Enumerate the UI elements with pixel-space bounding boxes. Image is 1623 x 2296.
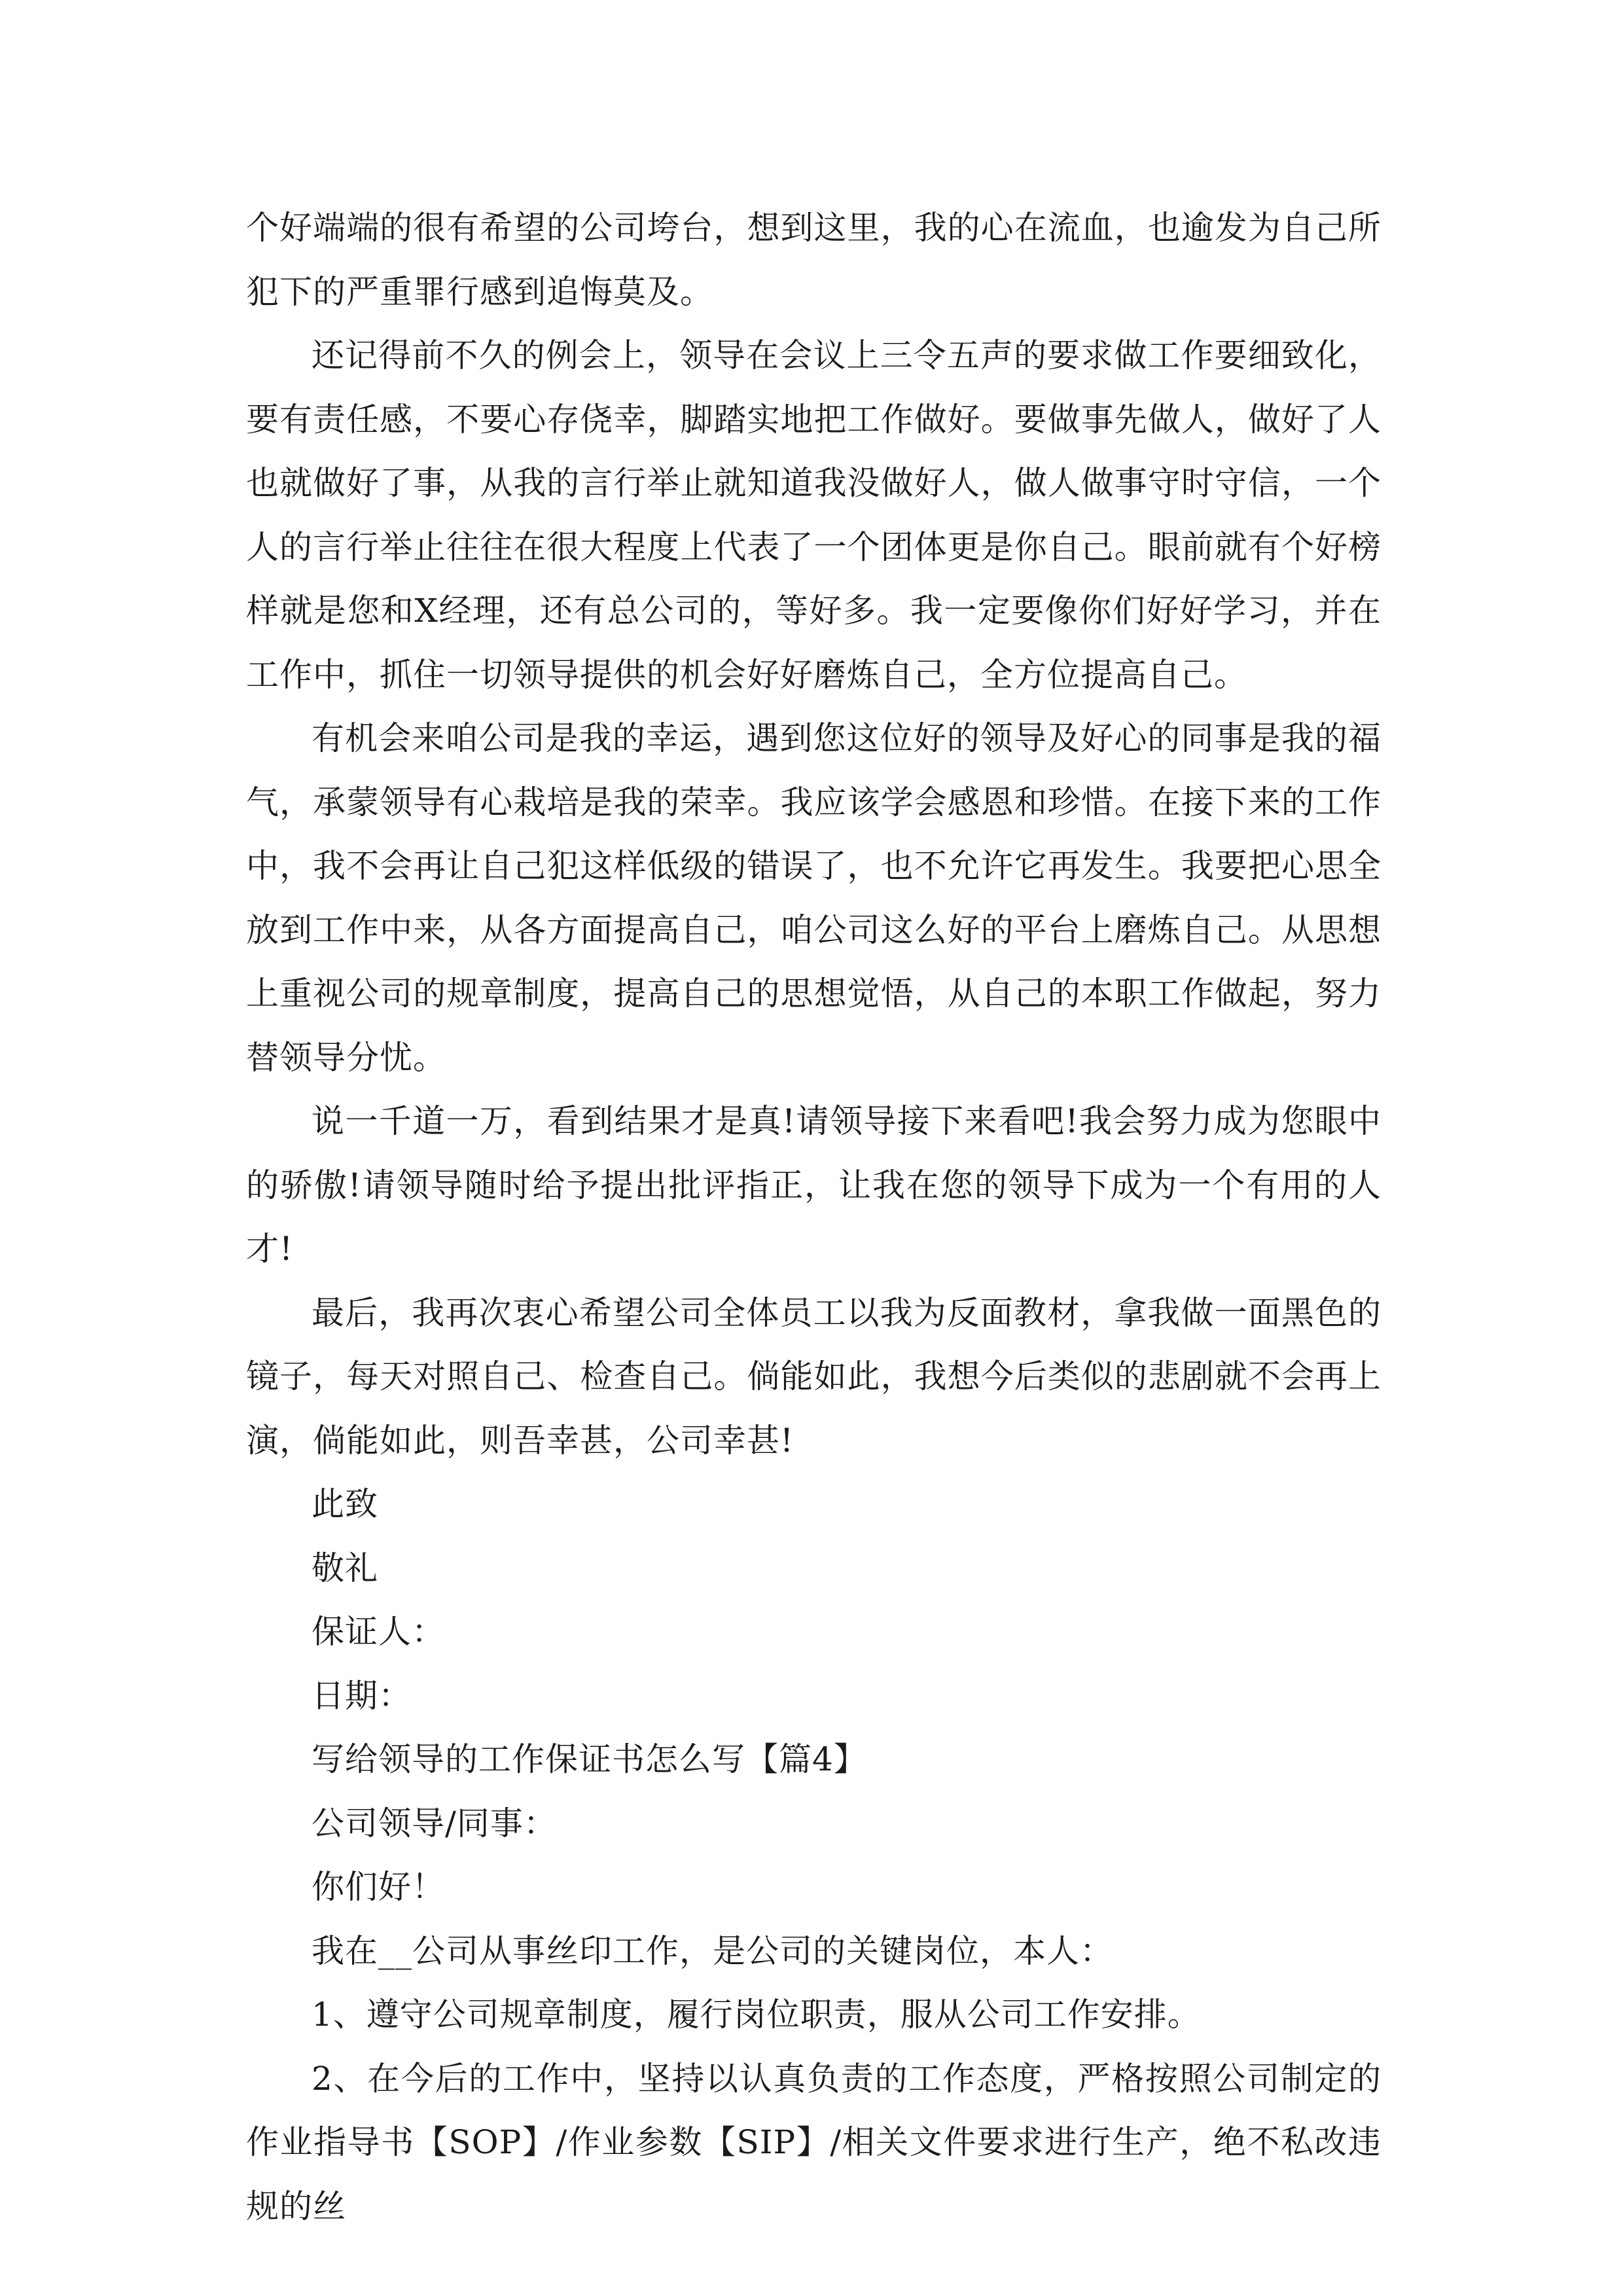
paragraph-meeting-reminder: 还记得前不久的例会上，领导在会议上三令五声的要求做工作要细致化，要有责任感，不要心存侥幸，脚踏实地把工作做好。要做事先做人，做好了人也就做好了事，从我的言行举止就知道我没做好人，做人做事守时守信，一个人的言行举止往往在很大程度上代表了一个团体更是你自己。眼前就有个好榜样就是您和X经理，还有总公司的，等好多。我一定要像你们好好学习，并在工作中，抓住一切领导提供的机会好好磨炼自己，全方位提高自己。: [246, 336, 1382, 694]
paragraph-commitment: 说一千道一万，看到结果才是真!请领导接下来看吧!我会努力成为您眼中的骄傲!请领导随时给予提出批评指正，让我在您的领导下成为一个有用的人才!: [246, 1102, 1382, 1268]
document-body: [246, 196, 1382, 2238]
guarantor-label: 保证人：: [312, 1613, 445, 1651]
intro-line: 我在__公司从事丝印工作，是公司的关键岗位，本人：: [312, 1931, 1113, 1970]
recipient-line: 公司领导/同事：: [312, 1804, 557, 1842]
closing-regards: 敬礼: [312, 1549, 378, 1587]
paragraph-continuation: 个好端端的很有希望的公司垮台，想到这里，我的心在流血，也逾发为自己所犯下的严重罪行感到追悔莫及。: [246, 209, 1382, 311]
list-item-2: 2、在今后的工作中，坚持以认真负责的工作态度，严格按照公司制定的作业指导书【SOP】/作业参数【SIP】/相关文件要求进行生产，绝不私改违规的丝: [246, 2059, 1382, 2225]
closing-salutation: 此致: [312, 1485, 378, 1523]
paragraph-final-wish: 最后，我再次衷心希望公司全体员工以我为反面教材，拿我做一面黑色的镜子，每天对照自己、检查自己。倘能如此，我想今后类似的悲剧就不会再上演，倘能如此，则吾幸甚，公司幸甚!: [246, 1293, 1382, 1460]
list-item-1: 1、遵守公司规章制度，履行岗位职责，服从公司工作安排。: [312, 1996, 1201, 2034]
paragraph-gratitude: 有机会来咱公司是我的幸运，遇到您这位好的领导及好心的同事是我的福气，承蒙领导有心栽培是我的荣幸。我应该学会感恩和珍惜。在接下来的工作中，我不会再让自己犯这样低级的错误了，也不允许它再发生。我要把心思全放到工作中来，从各方面提高自己，咱公司这么好的平台上磨炼自己。从思想上重视公司的规章制度，提高自己的思想觉悟，从自己的本职工作做起，努力替领导分忧。: [246, 719, 1382, 1077]
greeting-line: 你们好！: [312, 1868, 445, 1906]
section-title: 写给领导的工作保证书怎么写【篇4】: [312, 1740, 867, 1778]
date-label: 日期：: [312, 1676, 412, 1715]
